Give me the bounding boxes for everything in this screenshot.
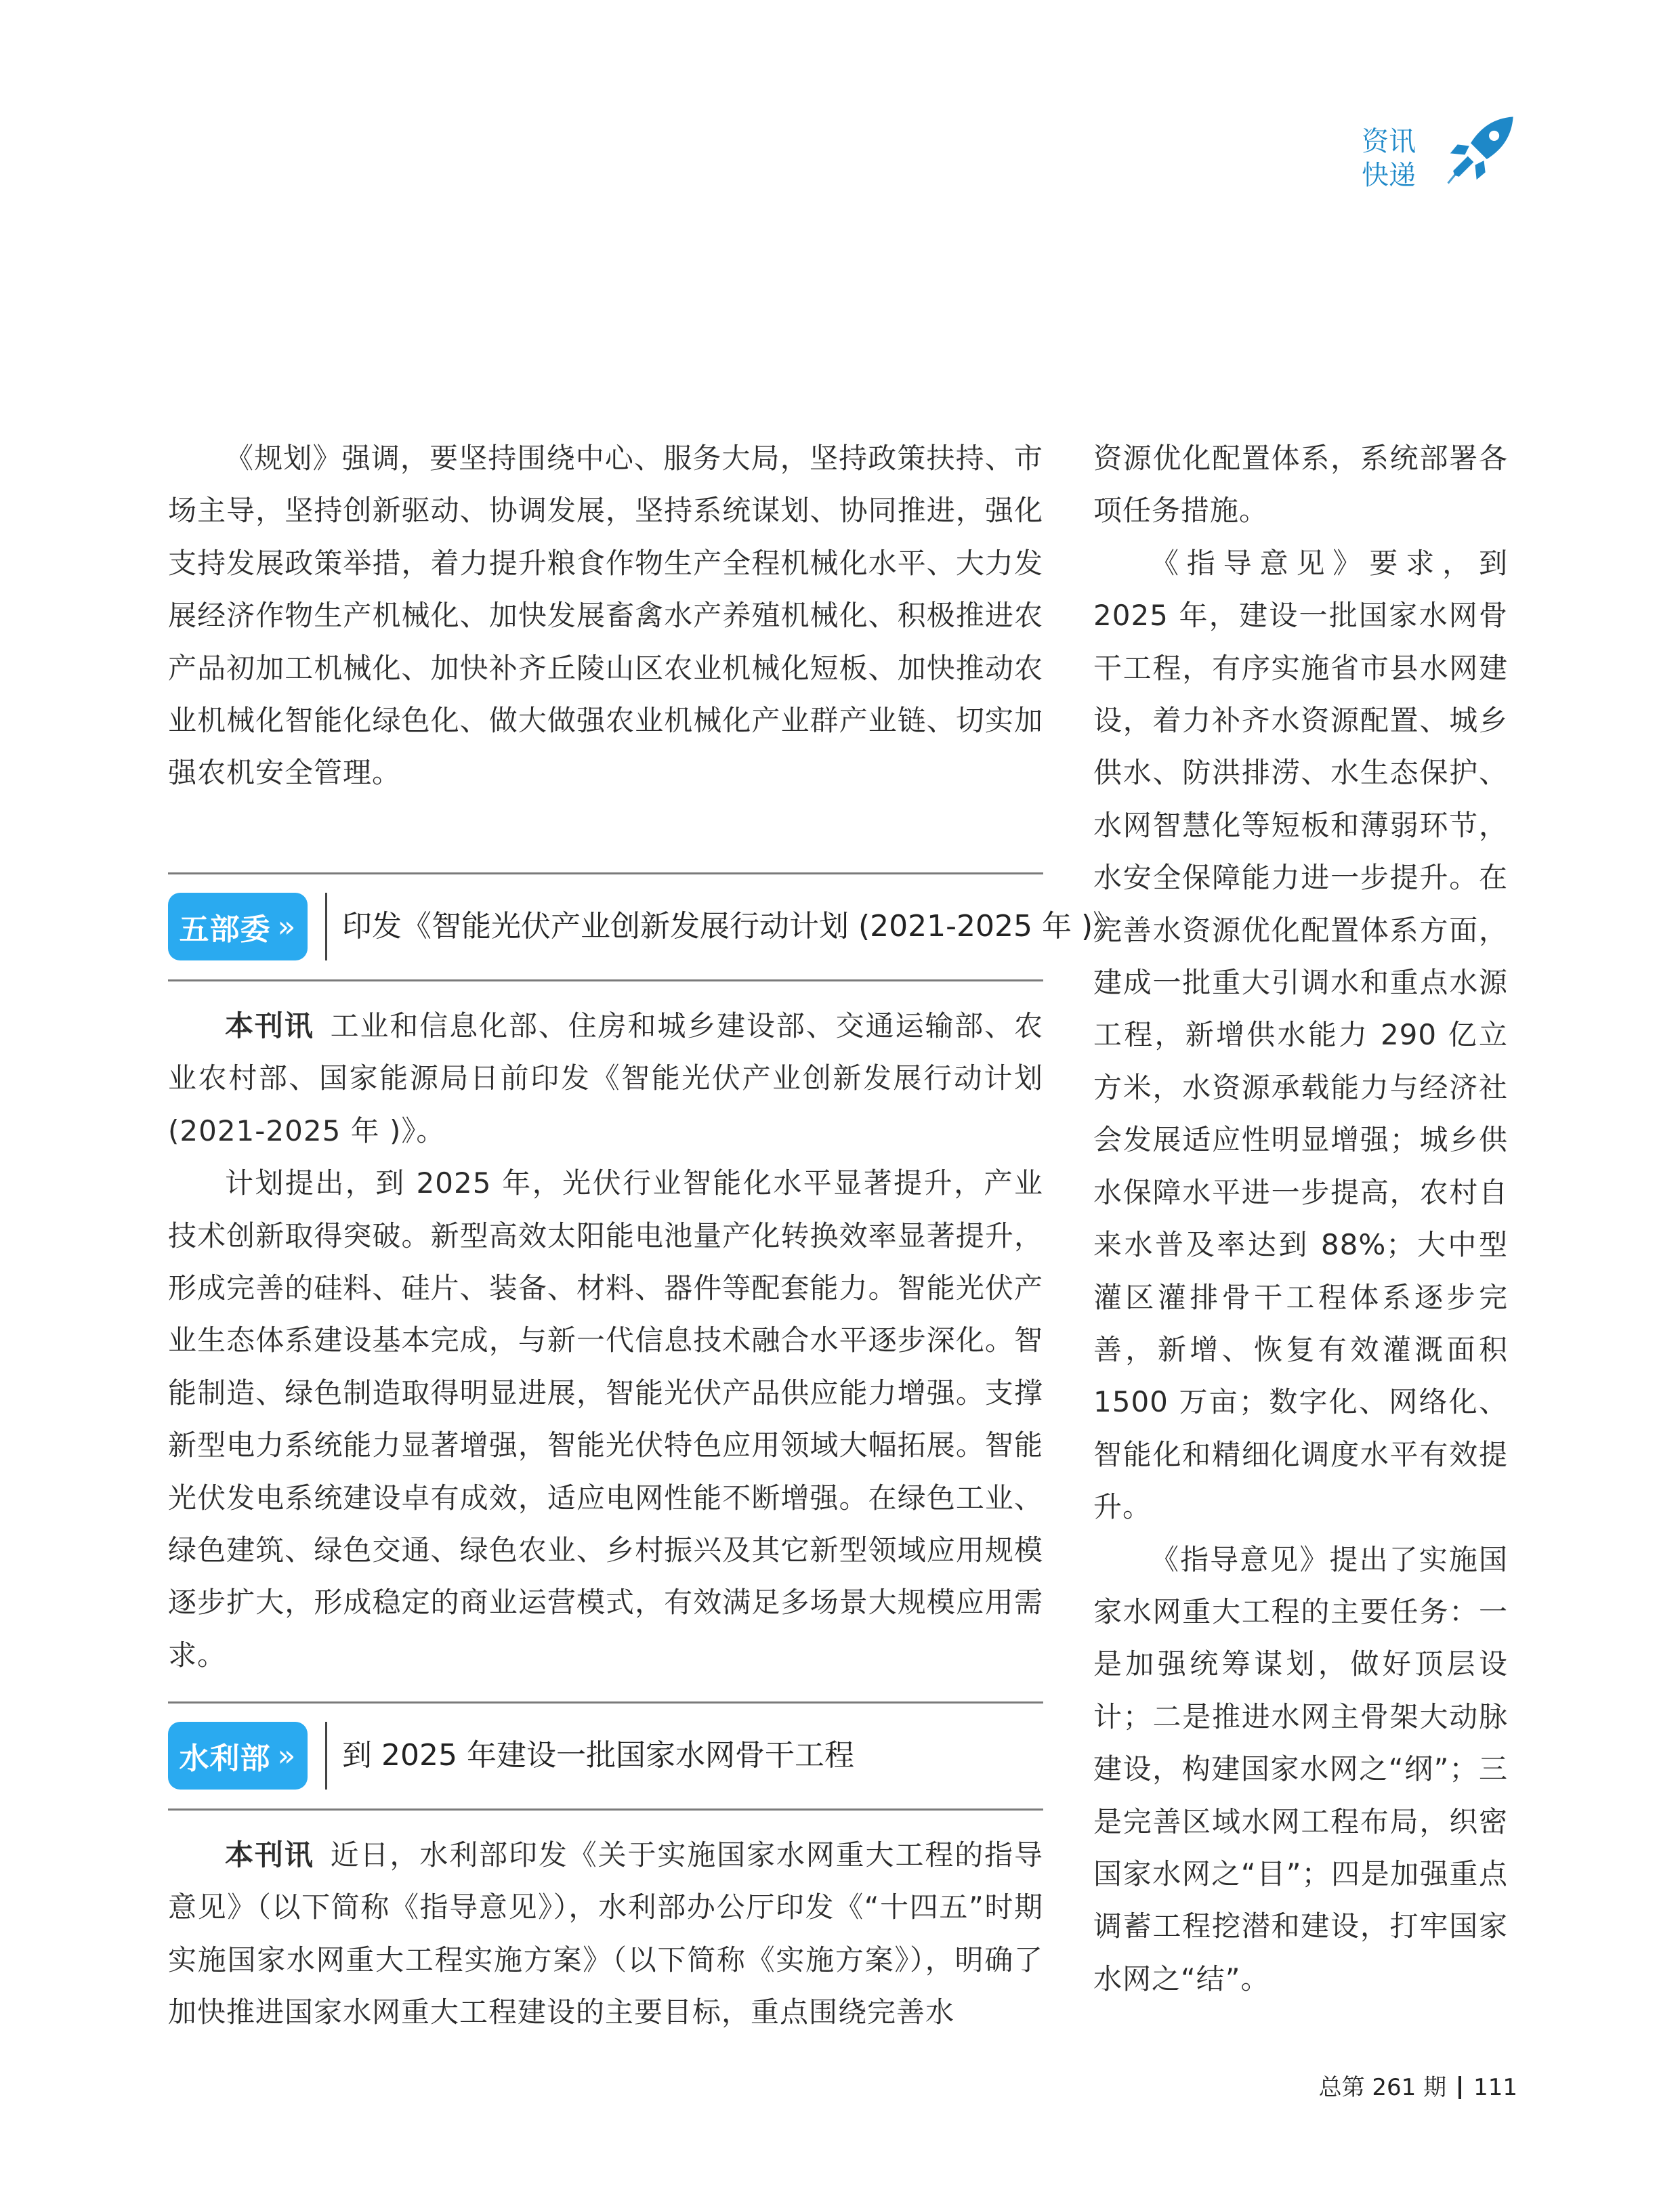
section2-p1-text: 近日，水利部印发《关于实施国家水网重大工程的指导意见》（以下简称《指导意见》），水利部办公厅印发《“十四五”时期实施国家水网重大工程实施方案》（以下简称《实施方案》），明确了加快推进国家水网重大工程建设的主要目标，重点围绕完善水 <box>168 1838 1043 2029</box>
section2-paragraph-1-continued: 资源优化配置体系，系统部署各项任务措施。 <box>1093 442 1508 528</box>
section1-divider <box>325 893 327 960</box>
chevron-right-icon: » <box>277 1738 297 1773</box>
section2-title: 到 2025 年建设一批国家水网骨干工程 <box>342 1738 854 1773</box>
section1-paragraph-2: 计划提出，到 2025 年，光伏行业智能化水平显著提升，产业技术创新取得突破。新型高效太阳能电池量产化转换效率显著提升，形成完善的硅料、硅片、装备、材料、器件等配套能力。智能光伏产业生态体系建设基本完成，与新一代信息技术融合水平逐步深化。智能制造、绿色制造取得明显进展，智能光伏产品供应能力增强。支撑新型电力系统能力显著增强，智能光伏特色应用领域大幅拓展。智能光伏发电系统建设卓有成效，适应电网性能不断增强。在绿色工业、绿色建筑、绿色交通、绿色农业、乡村振兴及其它新型领域应用规模逐步扩大，形成稳定的商业运营模式，有效满足多场景大规模应用需求。 <box>168 1166 1043 1672</box>
section2-divider <box>325 1722 327 1790</box>
section1-top-rule <box>168 872 1043 874</box>
issue-number: 总第 261 期 <box>1318 2074 1447 2101</box>
section1-bottom-rule <box>168 979 1043 981</box>
column-label-line2: 快递 <box>1362 160 1416 191</box>
section1-badge <box>168 893 308 960</box>
section2-lead: 本刊讯 <box>225 1838 314 1871</box>
section2-body-left <box>168 1829 1043 2039</box>
section2-paragraph-3: 《指导意见》提出了实施国家水网重大工程的主要任务：一是加强统筹谋划，做好顶层设计；二是推进水网主骨架大动脉建设，构建国家水网之“纲”；三是完善区域水网工程布局，织密国家水网之“目”；四是加强重点调蓄工程挖潜和建设，打牢国家水网之“结”。 <box>1093 1542 1508 1995</box>
rocket-icon <box>1443 114 1516 187</box>
section1-lead: 本刊讯 <box>225 1009 314 1042</box>
section1-badge-label: 五部委 <box>179 912 271 947</box>
intro-paragraph: 《规划》强调，要坚持围绕中心、服务大局，坚持政策扶持、市场主导，坚持创新驱动、协调发展，坚持系统谋划、协同推进，强化支持发展政策举措，着力提升粮食作物生产全程机械化水平、大力发展经济作物生产机械化、加快发展畜禽水产养殖机械化、积极推进农产品初加工机械化、加快补齐丘陵山区农业机械化短板、加快推动农业机械化智能化绿色化、做大做强农业机械化产业群产业链、切实加强农机安全管理。 <box>168 442 1043 790</box>
section1-title: 印发《智能光伏产业创新发展行动计划 (2021-2025 年 )》 <box>342 909 1123 944</box>
section2-badge <box>168 1722 308 1790</box>
section1-body <box>168 1000 1043 1681</box>
section1-p1-text: 工业和信息化部、住房和城乡建设部、交通运输部、农业农村部、国家能源局日前印发《智能光伏产业创新发展行动计划 (2021-2025 年 )》。 <box>168 1009 1043 1147</box>
chevron-right-icon: » <box>277 909 297 944</box>
section2-bottom-rule <box>168 1808 1043 1811</box>
section1-paragraph-1 <box>168 1000 1043 1157</box>
page-footer <box>1287 2069 1517 2102</box>
right-column <box>1093 432 1508 2005</box>
footer-separator <box>1458 2076 1461 2099</box>
page-number: 111 <box>1473 2074 1517 2101</box>
section2-paragraph-1 <box>168 1829 1043 2039</box>
column-label-line1: 资讯 <box>1362 126 1416 157</box>
section2-top-rule <box>168 1701 1043 1704</box>
section2-paragraph-2: 《指导意见》要求，到 2025 年，建设一批国家水网骨干工程，有序实施省市县水网建设，着力补齐水资源配置、城乡供水、防洪排涝、水生态保护、水网智慧化等短板和薄弱环节，水安全保障能力进一步提升。在完善水资源优化配置体系方面，建成一批重大引调水和重点水源工程，新增供水能力 290 亿立方米，水资源承载能力与经济社会发展适应性明显增强；城乡供水保障水平进一步提高，农村自来水普及率达到 88%；大中型灌区灌排骨干工程体系逐步完善，新增、恢复有效灌溉面积 1500 万亩；数字化、网络化、智能化和精细化调度水平有效提升。 <box>1093 546 1508 1524</box>
column-label <box>1362 125 1443 192</box>
section2-badge-label: 水利部 <box>179 1741 271 1776</box>
intro-block <box>168 432 1043 799</box>
